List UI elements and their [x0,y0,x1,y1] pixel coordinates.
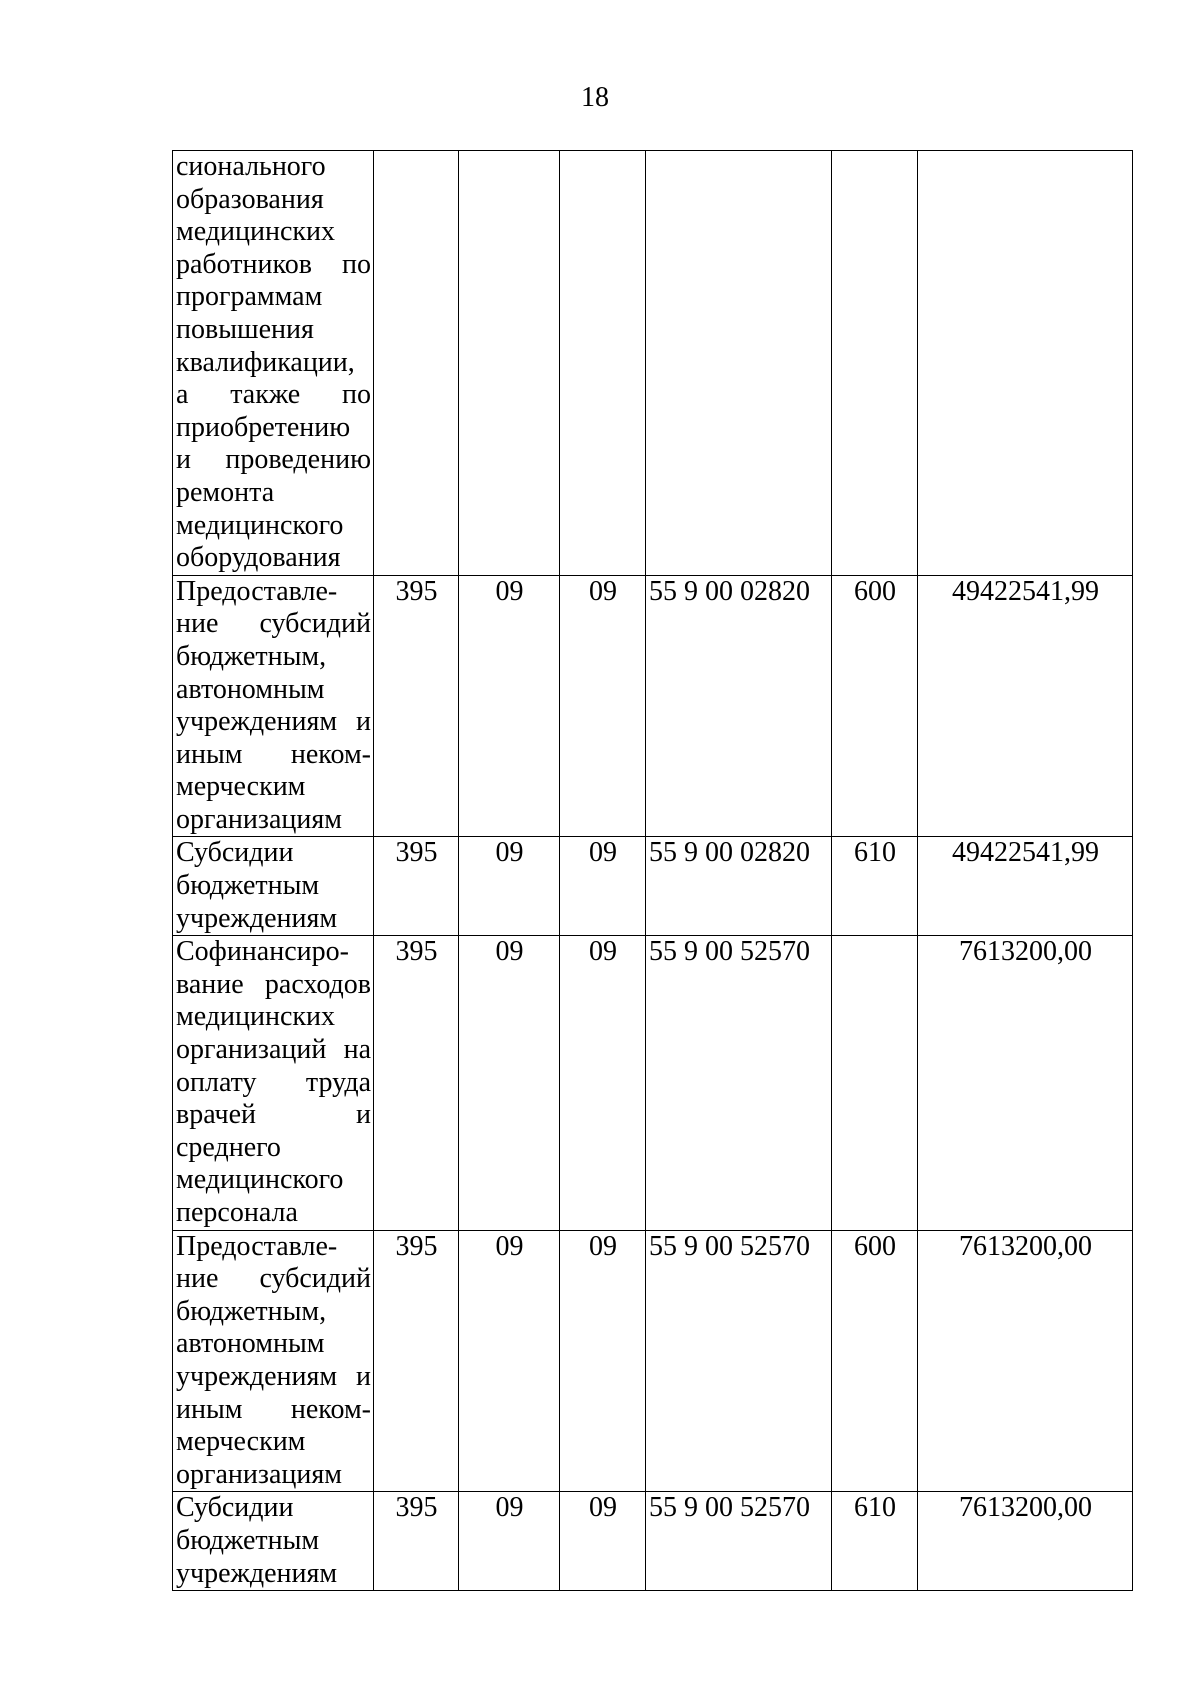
description-line: медицинских [176,216,335,248]
description-line [176,1263,371,1296]
expense-type-cell: 610 [832,1492,918,1591]
description-line [176,969,371,1002]
description-line: персонала [176,1197,298,1228]
description-word: врачей [176,1099,257,1131]
description-cell [173,151,374,576]
description-cell [173,1230,374,1492]
section-cell: 09 [459,936,560,1230]
target-article-cell: 55 9 00 02820 [646,837,832,936]
description-line [176,1394,371,1427]
amount-cell: 49422541,99 [918,837,1133,936]
description-line: бюджетным, [176,640,327,672]
description-word: и [356,1360,371,1392]
description-line [176,379,371,412]
ministry-code-cell: 395 [374,1230,459,1492]
budget-table [172,150,1133,1591]
description-line [176,1067,371,1100]
description-word: неком- [290,738,371,770]
description-line: Софинансиро- [176,936,349,968]
description-line [176,444,371,477]
subsection-cell: 09 [560,837,646,936]
description-line: учреждениям [176,1557,338,1589]
description-word: учреждениям [176,1360,338,1392]
description-word: работников [176,248,312,280]
target-article-cell [646,151,832,576]
expense-type-cell: 610 [832,837,918,936]
description-line: организациям [176,803,342,835]
description-word: субсидий [259,1263,371,1295]
description-line: Субсидии [176,837,294,869]
description-line: бюджетным [176,870,320,902]
page-number: 18 [581,82,609,113]
description-line: организациям [176,1458,342,1490]
description-line [176,1034,371,1067]
description-word: оплату [176,1066,257,1098]
table-body [173,151,1133,1591]
subsection-cell: 09 [560,1230,646,1492]
description-word: а [176,379,189,411]
amount-cell: 7613200,00 [918,936,1133,1230]
description-word: также [230,379,301,411]
description-line: образования [176,183,324,215]
description-word: субсидий [259,608,371,640]
expense-type-cell [832,151,918,576]
subsection-cell: 09 [560,575,646,837]
description-word: иным [176,1393,243,1425]
description-word: расходов [264,968,371,1000]
expense-type-cell: 600 [832,1230,918,1492]
section-cell: 09 [459,575,560,837]
section-cell: 09 [459,1492,560,1591]
subsection-cell: 09 [560,936,646,1230]
description-line: медицинских [176,1001,335,1033]
description-word: на [343,1034,371,1066]
description-line: среднего [176,1131,281,1163]
description-line [176,1099,371,1132]
expense-type-cell: 600 [832,575,918,837]
target-article-cell: 55 9 00 02820 [646,575,832,837]
section-cell [459,151,560,576]
target-article-cell: 55 9 00 52570 [646,936,832,1230]
description-line: автономным [176,1328,325,1360]
description-line: учреждениям [176,902,338,934]
description-word: иным [176,738,243,770]
description-cell [173,575,374,837]
ministry-code-cell: 395 [374,837,459,936]
description-line [176,739,371,772]
table-row [173,151,1133,576]
description-word: и [356,706,371,738]
table-row [173,1492,1133,1591]
description-word: вание [176,968,244,1000]
description-line: сионального [176,151,326,182]
description-word: проведению [225,444,371,476]
section-cell: 09 [459,1230,560,1492]
description-line: приобретению [176,411,351,443]
description-line: Субсидии [176,1492,294,1524]
description-word: учреждениям [176,706,338,738]
description-word: по [342,248,371,280]
description-word: труда [305,1066,371,1098]
description-line: программам [176,281,323,313]
description-word: и [356,1099,371,1131]
table-row [173,575,1133,837]
amount-cell: 7613200,00 [918,1230,1133,1492]
description-word: ние [176,608,219,640]
description-line: повышения [176,313,314,345]
table-row [173,837,1133,936]
description-word: организаций [176,1034,327,1066]
description-line [176,706,371,739]
description-line: квалификации, [176,346,355,378]
description-line: оборудования [176,542,341,574]
description-cell [173,1492,374,1591]
description-line: бюджетным, [176,1295,327,1327]
description-cell [173,936,374,1230]
description-line: автономным [176,673,325,705]
description-cell [173,837,374,936]
ministry-code-cell: 395 [374,575,459,837]
description-line: Предоставле- [176,1230,338,1262]
description-line: мерческим [176,1426,306,1458]
table-row [173,936,1133,1230]
subsection-cell [560,151,646,576]
ministry-code-cell [374,151,459,576]
amount-cell: 49422541,99 [918,575,1133,837]
target-article-cell: 55 9 00 52570 [646,1230,832,1492]
ministry-code-cell: 395 [374,1492,459,1591]
description-line [176,249,371,282]
expense-type-cell [832,936,918,1230]
description-line [176,1361,371,1394]
amount-cell [918,151,1133,576]
description-word: по [342,379,371,411]
amount-cell: 7613200,00 [918,1492,1133,1591]
description-line: Предоставле- [176,575,338,607]
description-word: ние [176,1263,219,1295]
ministry-code-cell: 395 [374,936,459,1230]
description-line: бюджетным [176,1524,320,1556]
description-word: и [176,444,191,476]
description-line [176,608,371,641]
description-line: медицинского [176,1164,344,1196]
subsection-cell: 09 [560,1492,646,1591]
description-line: мерческим [176,771,306,803]
table-row [173,1230,1133,1492]
section-cell: 09 [459,837,560,936]
description-line: медицинского [176,509,344,541]
description-word: неком- [290,1393,371,1425]
description-line: ремонта [176,476,275,508]
target-article-cell: 55 9 00 52570 [646,1492,832,1591]
